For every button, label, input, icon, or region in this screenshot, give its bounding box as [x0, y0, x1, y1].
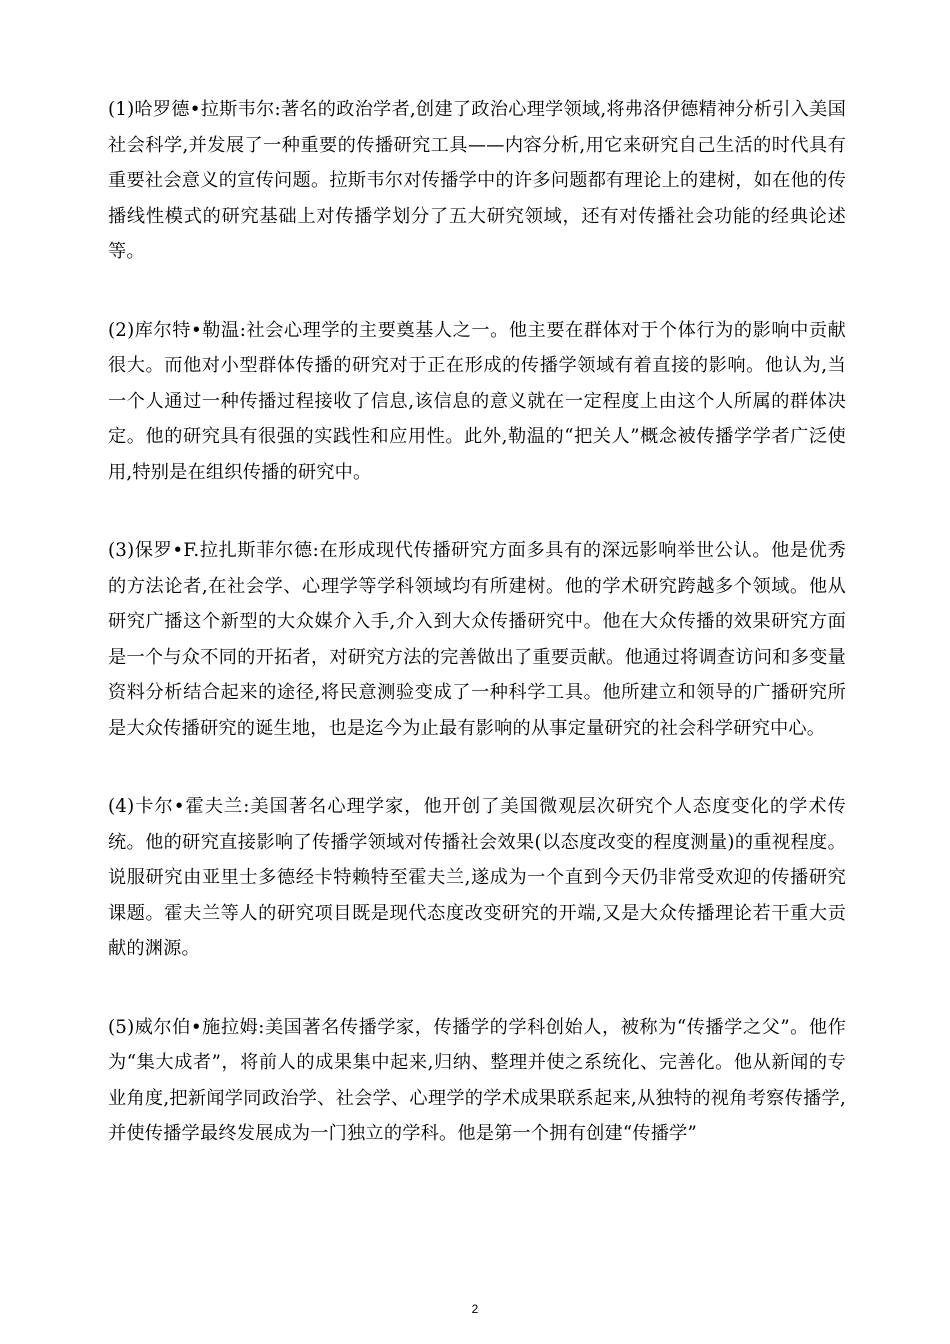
paragraph-schramm: (5)威尔伯•施拉姆:美国著名传播学家，传播学的学科创始人，被称为“传播学之父”。他作为“集大成者”，将前人的成果集中起来,归纳、整理并使之系统化、完善化。他从新闻的专业角度,把新闻学同政治学、社会学、心理学的学术成果联系起来,从独特的视角考察传播学,并使传播学最终发展成为一门独立的学科。他是第一个拥有创建“传播学” [108, 1016, 846, 1144]
page-number: 2 [471, 1302, 479, 1316]
paragraph-lazarsfeld: (3)保罗•F.拉扎斯菲尔德:在形成现代传播研究方面多具有的深远影响举世公认。他是优秀的方法论者,在社会学、心理学等学科领域均有所建树。他的学术研究跨越多个领域。他从研究广播这个新型的大众媒介入手,介入到大众传播研究中。他在大众传播的效果研究方面是一个与众不同的开拓者，对研究方法的完善做出了重要贡献。他通过将调查访问和多变量资料分析结合起来的途径,将民意测验变成了一种科学工具。他所建立和领导的广播研究所是大众传播研究的诞生地，也是迄今为止最有影响的从事定量研究的社会科学研究中心。 [108, 540, 846, 739]
paragraph-lewin: (2)库尔特•勒温:社会心理学的主要奠基人之一。他主要在群体对于个体行为的影响中贡献很大。而他对小型群体传播的研究对于正在形成的传播学领域有着直接的影响。他认为,当一个人通过一种传播过程接收了信息,该信息的意义就在一定程度上由这个人所属的群体决定。他的研究具有很强的实践性和应用性。此外,勒温的“把关人”概念被传播学学者广泛使用,特别是在组织传播的研究中。 [108, 319, 846, 483]
document-body [108, 92, 846, 1195]
paragraph-hovland: (4)卡尔•霍夫兰:美国著名心理学家，他开创了美国微观层次研究个人态度变化的学术传统。他的研究直接影响了传播学领域对传播社会效果(以态度改变的程度测量)的重视程度。说服研究由亚里士多德经卡特赖特至霍夫兰,遂成为一个直到今天仍非常受欢迎的传播研究课题。霍夫兰等人的研究项目既是现代态度改变研究的开端,又是大众传播理论若干重大贡献的渊源。 [108, 796, 846, 959]
paragraph-lasswell: (1)哈罗德•拉斯韦尔:著名的政治学者,创建了政治心理学领域,将弗洛伊德精神分析引入美国社会科学,并发展了一种重要的传播研究工具——内容分析,用它来研究自己生活的时代具有重要社会意义的宣传问题。拉斯韦尔对传播学中的许多问题都有理论上的建树，如在他的传播线性模式的研究基础上对传播学划分了五大研究领域，还有对传播社会功能的经典论述等。 [108, 99, 846, 262]
